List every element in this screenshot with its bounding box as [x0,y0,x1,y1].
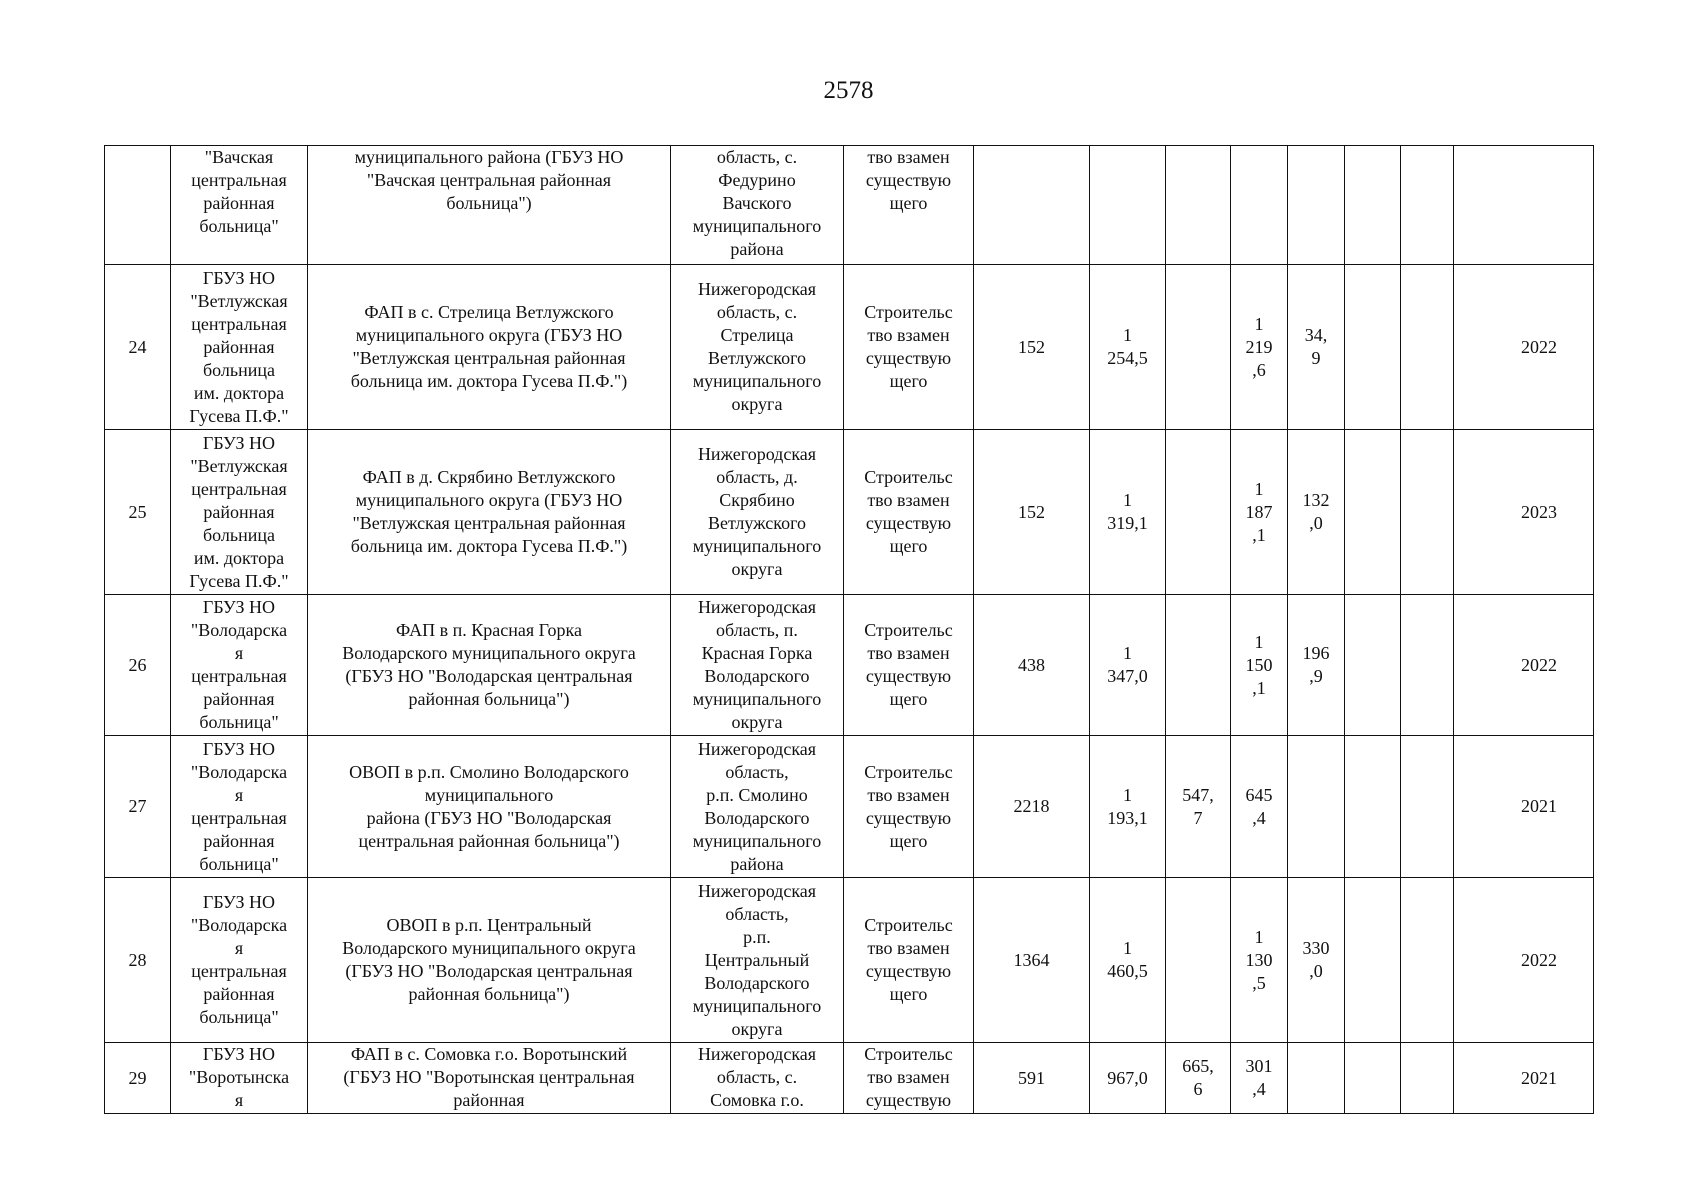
construction-type-cell: Строительс тво взамен существую щего [844,265,974,430]
value-col8-cell: 547, 7 [1166,736,1231,878]
value-col11-cell [1345,1043,1401,1114]
object-name-cell: ФАП в с. Сомовка г.о. Воротынский (ГБУЗ НО "Воротынская центральная районная [308,1043,671,1114]
value-col8-cell [1166,595,1231,736]
value-col8-cell [1166,146,1231,265]
organization-cell: ГБУЗ НО "Воротынска я [171,1043,308,1114]
value-col11-cell [1345,146,1401,265]
year-cell: 2022 [1454,595,1594,736]
value-col9-cell [1231,146,1288,265]
value-col12-cell [1401,1043,1454,1114]
year-cell [1454,146,1594,265]
value-col12-cell [1401,878,1454,1043]
value-col11-cell [1345,595,1401,736]
value-col6-cell: 591 [974,1043,1090,1114]
value-col10-cell: 132 ,0 [1288,430,1345,595]
row-number-cell [105,146,171,265]
construction-type-cell: тво взамен существую щего [844,146,974,265]
value-col10-cell [1288,736,1345,878]
value-col6-cell: 152 [974,430,1090,595]
value-col7-cell: 1 319,1 [1090,430,1166,595]
value-col6-cell: 1364 [974,878,1090,1043]
object-name-cell: ОВОП в р.п. Центральный Володарского муниципального округа (ГБУЗ НО "Володарская центральная районная больница") [308,878,671,1043]
construction-type-cell: Строительс тво взамен существую щего [844,430,974,595]
address-cell: Нижегородская область, р.п. Смолино Володарского муниципального района [671,736,844,878]
table-row [105,736,1594,878]
value-col12-cell [1401,265,1454,430]
table-row [105,430,1594,595]
table-row [105,146,1594,265]
value-col9-cell: 645 ,4 [1231,736,1288,878]
row-number-cell: 24 [105,265,171,430]
year-cell: 2023 [1454,430,1594,595]
value-col11-cell [1345,878,1401,1043]
organization-cell: "Вачская центральная районная больница" [171,146,308,265]
table-row [105,1043,1594,1114]
address-cell: Нижегородская область, с. Стрелица Ветлужского муниципального округа [671,265,844,430]
row-number-cell: 27 [105,736,171,878]
address-cell: Нижегородская область, р.п. Центральный Володарского муниципального округа [671,878,844,1043]
value-col6-cell [974,146,1090,265]
value-col8-cell: 665, 6 [1166,1043,1231,1114]
address-cell: Нижегородская область, с. Сомовка г.о. [671,1043,844,1114]
value-col10-cell [1288,146,1345,265]
value-col11-cell [1345,736,1401,878]
value-col9-cell: 1 150 ,1 [1231,595,1288,736]
organization-cell: ГБУЗ НО "Володарска я центральная районная больница" [171,736,308,878]
value-col10-cell: 196 ,9 [1288,595,1345,736]
row-number-cell: 26 [105,595,171,736]
value-col12-cell [1401,736,1454,878]
value-col6-cell: 152 [974,265,1090,430]
page-number: 2578 [823,77,874,104]
value-col10-cell: 330 ,0 [1288,878,1345,1043]
table-row [105,878,1594,1043]
value-col12-cell [1401,430,1454,595]
organization-cell: ГБУЗ НО "Володарска я центральная районная больница" [171,878,308,1043]
value-col7-cell: 967,0 [1090,1043,1166,1114]
value-col7-cell: 1 347,0 [1090,595,1166,736]
value-col12-cell [1401,146,1454,265]
construction-type-cell: Строительс тво взамен существую щего [844,878,974,1043]
year-cell: 2021 [1454,736,1594,878]
object-name-cell: ФАП в с. Стрелица Ветлужского муниципального округа (ГБУЗ НО "Ветлужская центральная районная больница им. доктора Гусева П.Ф.") [308,265,671,430]
address-cell: Нижегородская область, д. Скрябино Ветлужского муниципального округа [671,430,844,595]
row-number-cell: 28 [105,878,171,1043]
address-cell: область, с. Федурино Вачского муниципального района [671,146,844,265]
value-col7-cell: 1 254,5 [1090,265,1166,430]
address-cell: Нижегородская область, п. Красная Горка Володарского муниципального округа [671,595,844,736]
object-name-cell: ОВОП в р.п. Смолино Володарского муниципального района (ГБУЗ НО "Володарская центральная районная больница") [308,736,671,878]
value-col9-cell: 301 ,4 [1231,1043,1288,1114]
value-col9-cell: 1 219 ,6 [1231,265,1288,430]
value-col7-cell: 1 460,5 [1090,878,1166,1043]
row-number-cell: 29 [105,1043,171,1114]
value-col8-cell [1166,430,1231,595]
facilities-table [104,145,1594,1114]
construction-type-cell: Строительс тво взамен существую щего [844,595,974,736]
value-col8-cell [1166,878,1231,1043]
value-col12-cell [1401,595,1454,736]
construction-type-cell: Строительс тво взамен существую [844,1043,974,1114]
construction-type-cell: Строительс тво взамен существую щего [844,736,974,878]
value-col8-cell [1166,265,1231,430]
object-name-cell: ФАП в д. Скрябино Ветлужского муниципального округа (ГБУЗ НО "Ветлужская центральная районная больница им. доктора Гусева П.Ф.") [308,430,671,595]
object-name-cell: муниципального района (ГБУЗ НО "Вачская центральная районная больница") [308,146,671,265]
value-col9-cell: 1 130 ,5 [1231,878,1288,1043]
value-col11-cell [1345,430,1401,595]
value-col10-cell [1288,1043,1345,1114]
value-col11-cell [1345,265,1401,430]
year-cell: 2021 [1454,1043,1594,1114]
table-row [105,595,1594,736]
year-cell: 2022 [1454,878,1594,1043]
value-col6-cell: 2218 [974,736,1090,878]
table-row [105,265,1594,430]
value-col7-cell: 1 193,1 [1090,736,1166,878]
value-col7-cell [1090,146,1166,265]
object-name-cell: ФАП в п. Красная Горка Володарского муниципального округа (ГБУЗ НО "Володарская центральная районная больница") [308,595,671,736]
value-col6-cell: 438 [974,595,1090,736]
row-number-cell: 25 [105,430,171,595]
organization-cell: ГБУЗ НО "Ветлужская центральная районная больница им. доктора Гусева П.Ф." [171,430,308,595]
organization-cell: ГБУЗ НО "Володарска я центральная районная больница" [171,595,308,736]
value-col10-cell: 34, 9 [1288,265,1345,430]
year-cell: 2022 [1454,265,1594,430]
value-col9-cell: 1 187 ,1 [1231,430,1288,595]
organization-cell: ГБУЗ НО "Ветлужская центральная районная больница им. доктора Гусева П.Ф." [171,265,308,430]
